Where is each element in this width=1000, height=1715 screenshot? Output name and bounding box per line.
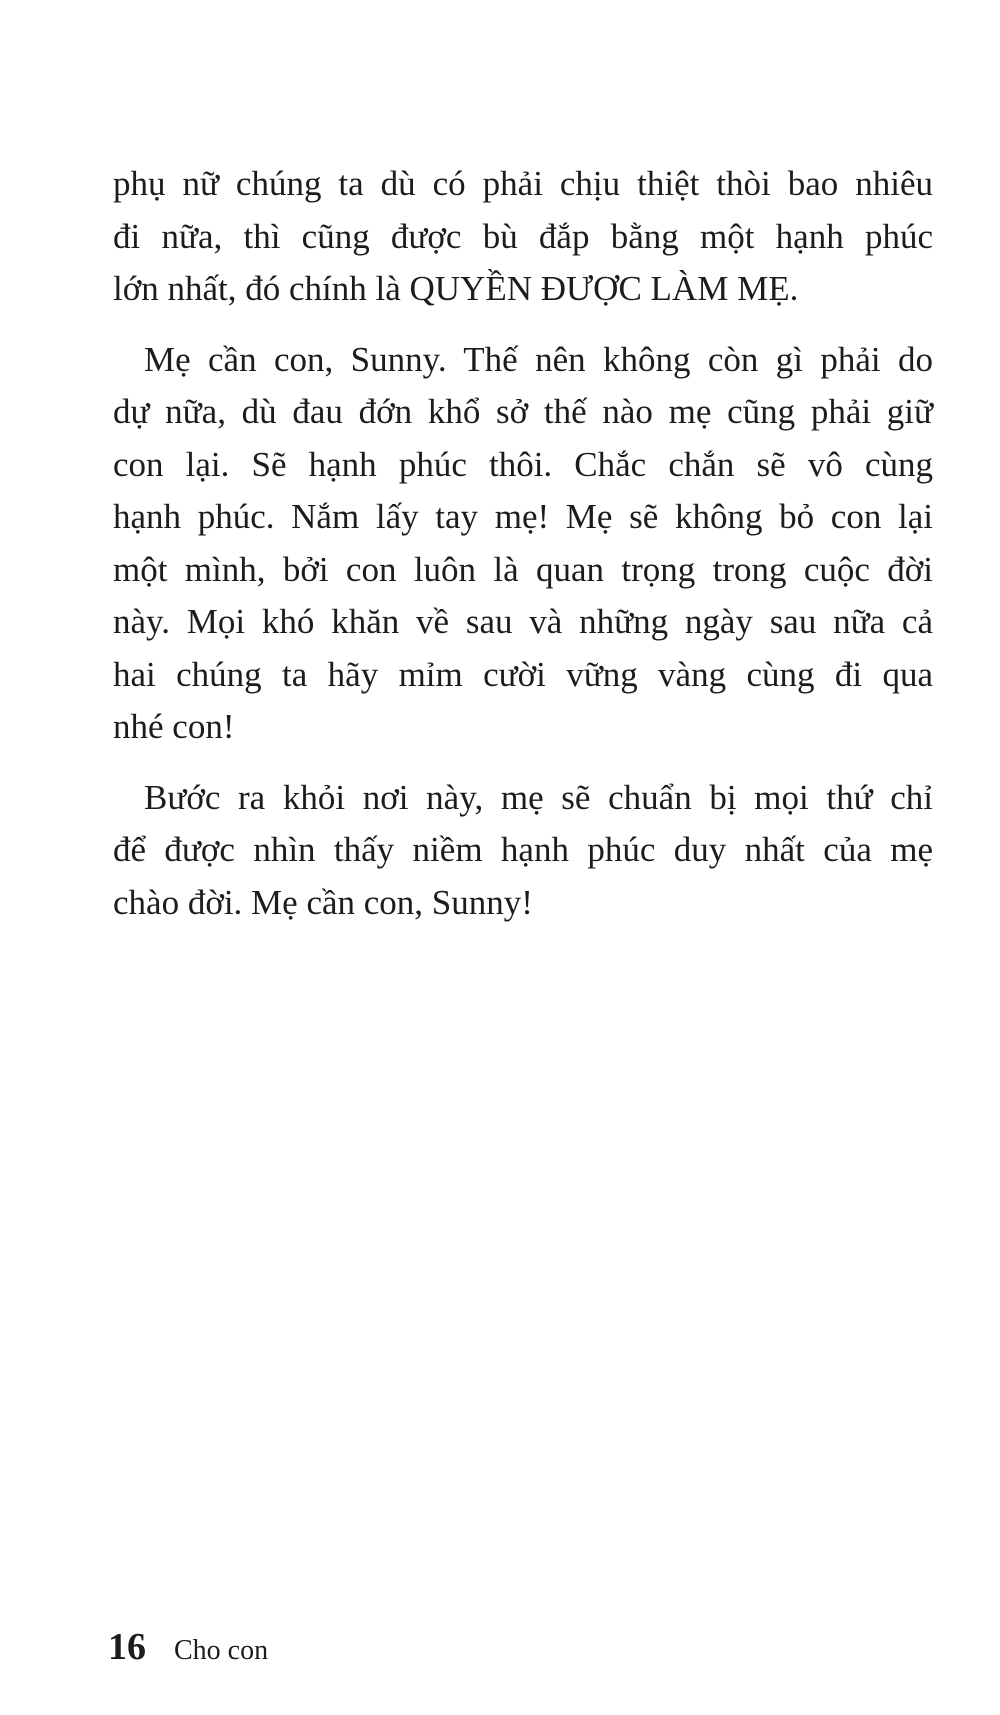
text-line: hai chúng ta hãy mỉm cười vững vàng cùng đi qua [113,654,933,694]
text-line: con lại. Sẽ hạnh phúc thôi. Chắc chắn sẽ vô cùng [113,444,933,484]
text-line: này. Mọi khó khăn về sau và những ngày sau nữa cả [113,602,933,641]
text-line: Bước ra khỏi nơi này, mẹ sẽ chuẩn bị mọi thứ chỉ [144,777,933,817]
text-line: phụ nữ chúng ta dù có phải chịu thiệt thòi bao nhiêu [113,164,933,203]
running-title: Cho con [174,1635,269,1666]
paragraph-spacing [113,316,933,334]
text-line: hạnh phúc. Nắm lấy tay mẹ! Mẹ sẽ không bỏ con lại [113,497,933,536]
paragraph [113,158,933,316]
page-number: 16 [108,1626,146,1668]
body-text [113,158,933,929]
text-line: chào đời. Mẹ cần con, Sunny! [113,882,533,922]
text-line: lớn nhất, đó chính là QUYỀN ĐƯỢC LÀM MẸ. [113,269,799,308]
text-line: nhé con! [113,707,235,746]
text-line: để được nhìn thấy niềm hạnh phúc duy nhất của mẹ [113,830,933,869]
text-line: dự nữa, dù đau đớn khổ sở thế nào mẹ cũng phải giữ [113,392,933,431]
page-footer [108,1625,268,1669]
paragraph-spacing [113,754,933,772]
text-line: đi nữa, thì cũng được bù đắp bằng một hạnh phúc [113,216,933,256]
paragraph [113,772,933,930]
text-line: một mình, bởi con luôn là quan trọng trong cuộc đời [113,549,933,589]
paragraph [113,334,933,754]
text-line: Mẹ cần con, Sunny. Thế nên không còn gì phải do [144,339,933,379]
